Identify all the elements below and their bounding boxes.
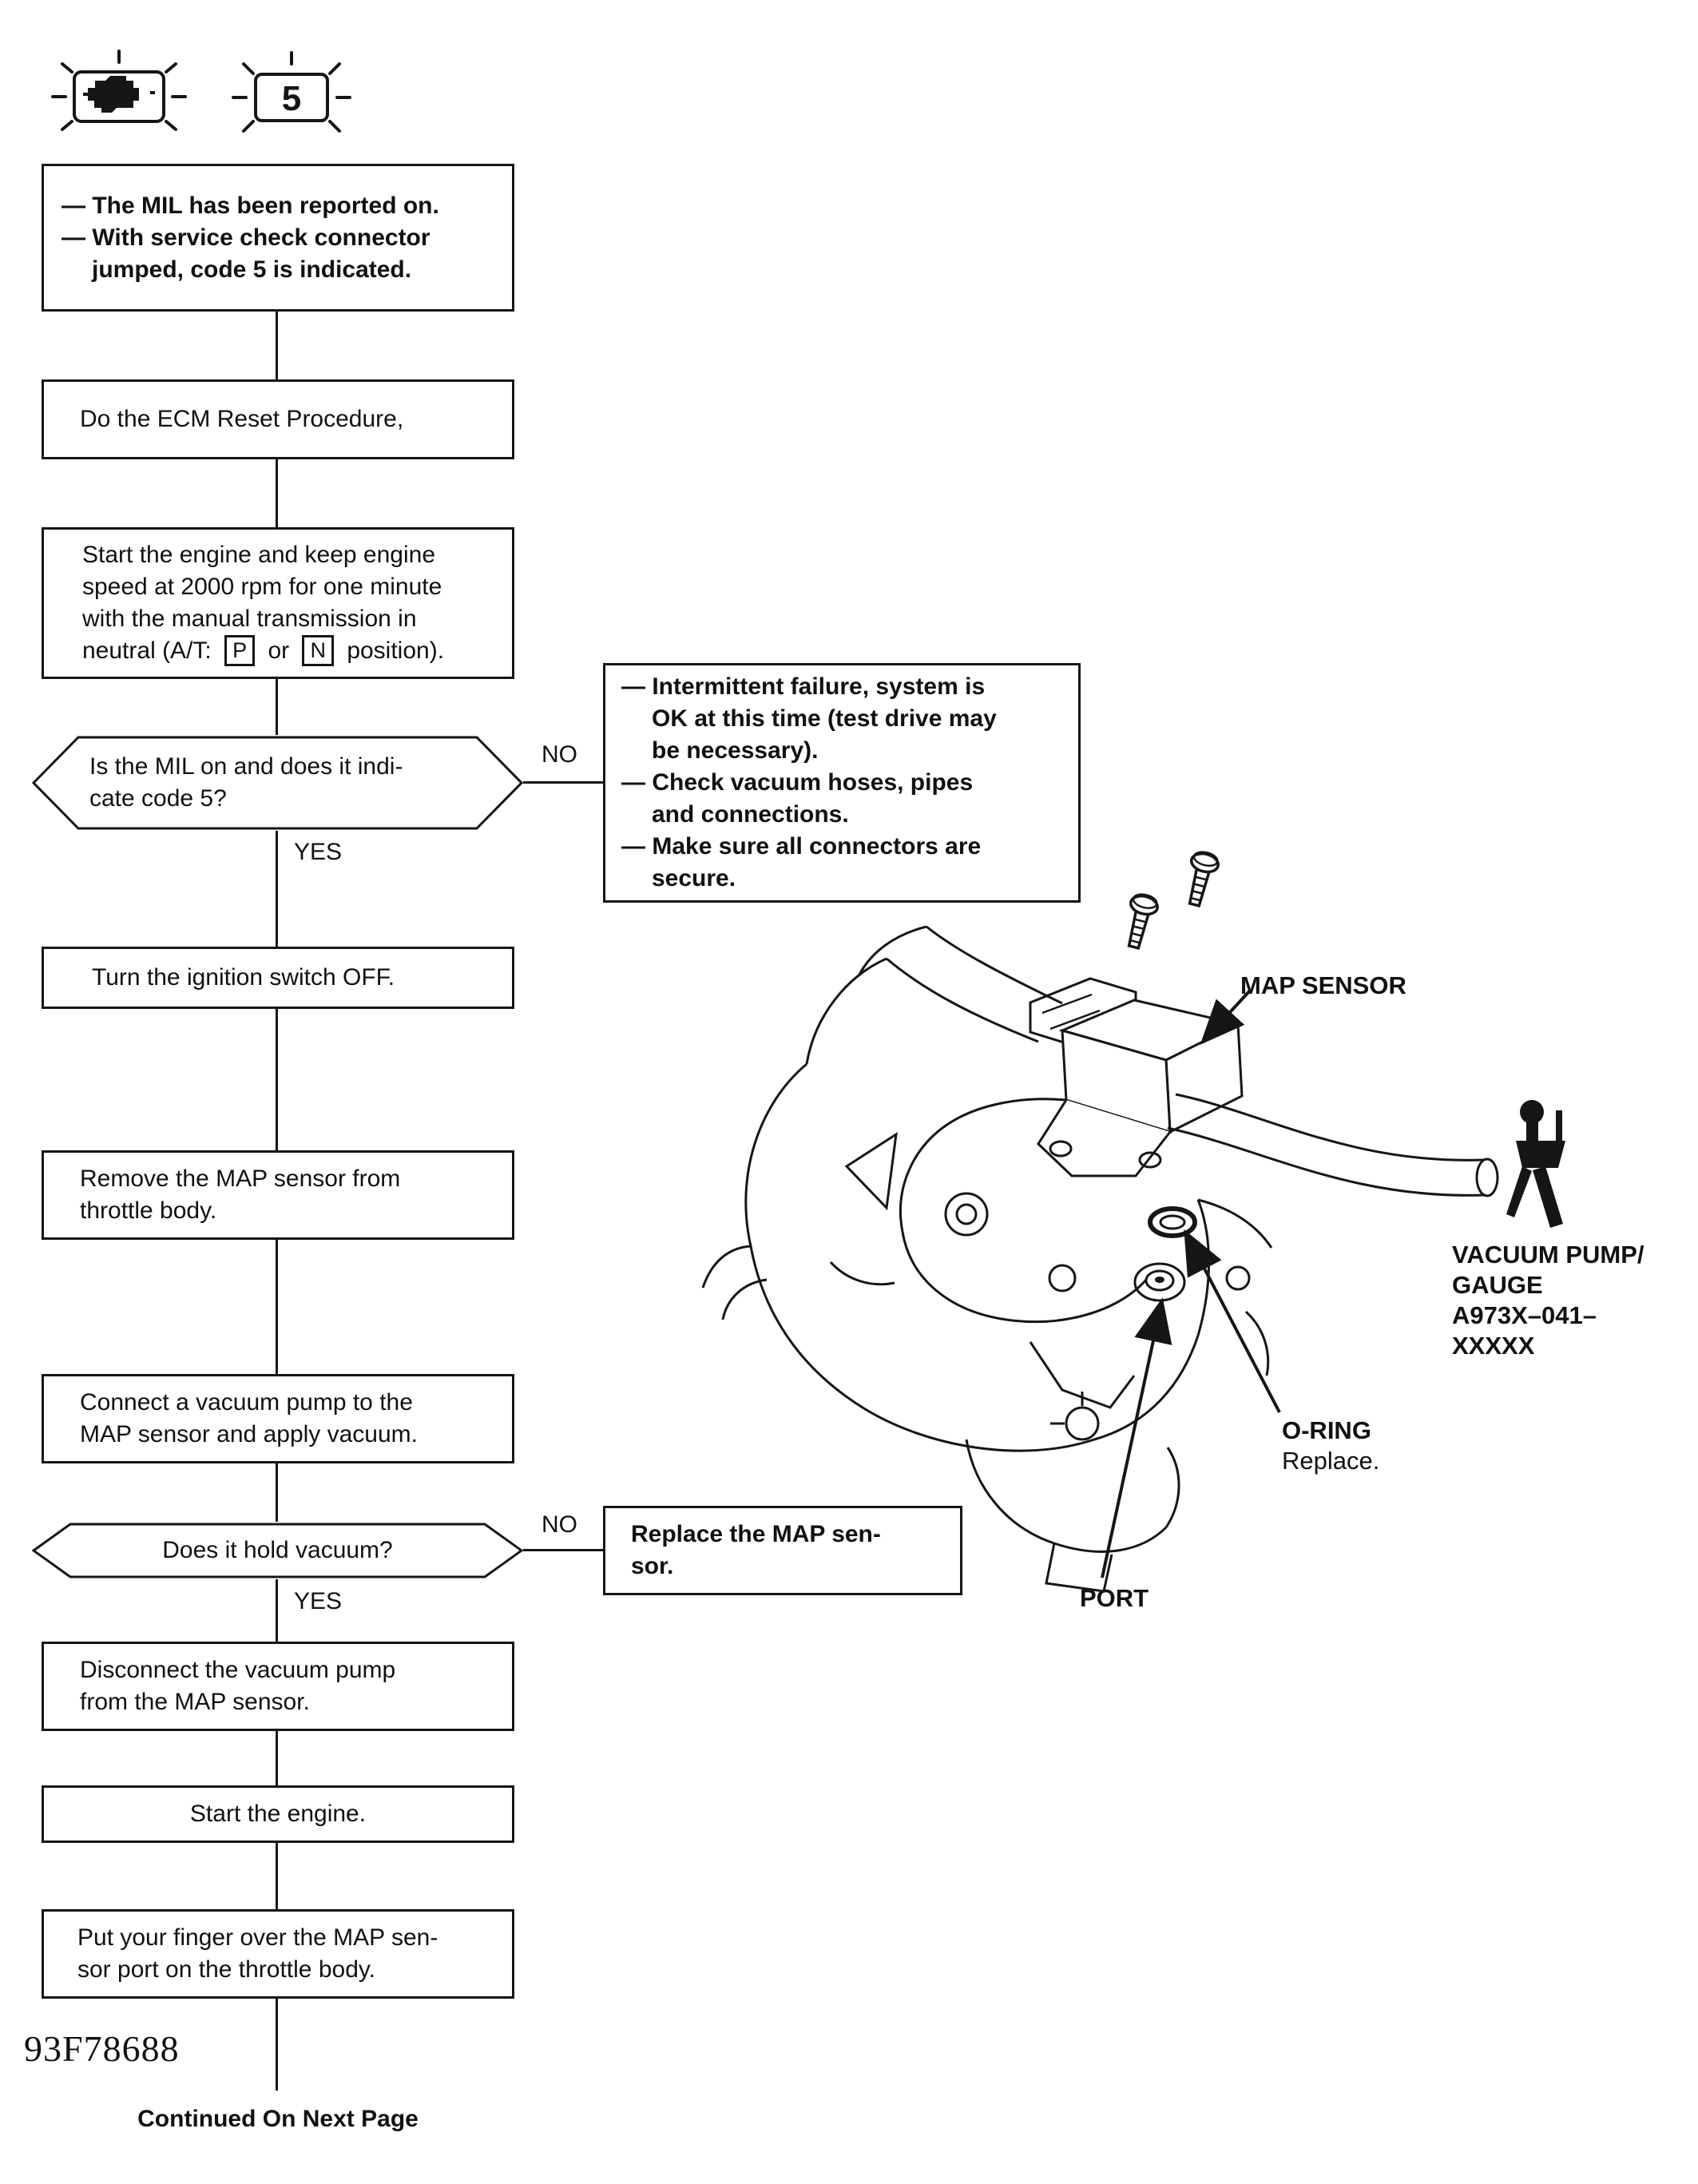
connector	[276, 831, 278, 947]
note-line: — Intermittent failure, system is	[621, 673, 986, 700]
decision-line: Does it hold vacuum?	[162, 1537, 393, 1563]
step-line: from the MAP sensor.	[80, 1689, 310, 1715]
step-line: Connect a vacuum pump to the	[80, 1389, 413, 1416]
branch-no-label: NO	[542, 1511, 577, 1538]
branch-no-label: NO	[542, 741, 577, 768]
step-text-or: or	[268, 637, 290, 664]
decision-line: Is the MIL on and does it indi-	[89, 753, 403, 780]
decision-hold-vacuum	[32, 1522, 523, 1579]
branch-yes-label: YES	[294, 1588, 343, 1614]
gear-p-box: P	[224, 635, 255, 666]
connector	[276, 1009, 278, 1150]
flow-box-ignition-off	[42, 947, 514, 1009]
connector	[523, 1549, 603, 1551]
flow-box-mil-reported	[42, 164, 514, 312]
vacuum-pump-icon	[1506, 1100, 1565, 1228]
o-ring-drawing	[1150, 1209, 1195, 1236]
connector	[276, 312, 278, 379]
step-text-after-n: position).	[347, 637, 445, 664]
mil-icon-drawing	[38, 46, 198, 150]
note-line: be necessary).	[652, 737, 819, 764]
map-sensor-drawing	[1030, 979, 1242, 1176]
engine-glyph	[88, 76, 139, 113]
vacuum-pump-label-line: A973X–041–	[1452, 1301, 1597, 1329]
step-line: Disconnect the vacuum pump	[80, 1657, 396, 1683]
note-line: and connections.	[652, 801, 849, 828]
screw-icon	[1121, 891, 1160, 950]
part-number: 93F78688	[24, 2028, 180, 2069]
vacuum-pump-label-line: VACUUM PUMP/	[1452, 1241, 1644, 1269]
step-line: Replace the MAP sen-	[631, 1521, 881, 1547]
vacuum-pump-label-line: XXXXX	[1452, 1332, 1535, 1360]
connector	[276, 1999, 278, 2091]
step-line: sor.	[631, 1553, 674, 1579]
note-line: — The MIL has been reported on.	[61, 192, 439, 219]
vacuum-pump-label-line: GAUGE	[1452, 1271, 1543, 1299]
step-line: MAP sensor and apply vacuum.	[80, 1421, 419, 1447]
note-line: jumped, code 5 is indicated.	[92, 256, 412, 283]
note-line: — Make sure all connectors are	[621, 833, 982, 860]
step-text: Do the ECM Reset Procedure,	[80, 406, 404, 432]
code-5-indicator-icon	[224, 46, 359, 154]
step-text: Start the engine.	[189, 1801, 367, 1827]
note-line: — With service check connector	[61, 224, 430, 251]
flow-box-connect-pump	[42, 1374, 514, 1463]
step-text: Turn the ignition switch OFF.	[92, 964, 395, 991]
flow-box-start-engine	[42, 1785, 514, 1843]
code-number: 5	[281, 79, 302, 118]
connector	[276, 1579, 278, 1642]
mil-indicator-icon	[38, 46, 198, 154]
connector	[276, 1240, 278, 1374]
o-ring-label-sub: Replace.	[1282, 1447, 1380, 1475]
port-arrow	[1102, 1304, 1161, 1578]
connector	[276, 679, 278, 735]
connector	[276, 459, 278, 527]
code-5-drawing	[224, 46, 359, 150]
continued-note: Continued On Next Page	[137, 2106, 419, 2132]
connector	[276, 1843, 278, 1909]
flow-box-ecm-reset	[42, 379, 514, 459]
decision-line: cate code 5?	[89, 785, 227, 812]
step-line: with the manual transmission in	[82, 606, 417, 632]
step-line: Put your finger over the MAP sen-	[77, 1924, 438, 1951]
decision-mil-code5	[32, 735, 523, 831]
screw-icon	[1181, 849, 1220, 907]
note-line: secure.	[652, 865, 736, 891]
flow-box-finger-port	[42, 1909, 514, 1999]
step-line: Remove the MAP sensor from	[80, 1165, 401, 1192]
step-line: sor port on the throttle body.	[77, 1956, 375, 1983]
o-ring-label-title: O-RING	[1282, 1416, 1371, 1444]
flow-box-run-engine	[42, 527, 514, 679]
step-line: Start the engine and keep engine	[82, 542, 436, 568]
step-line-gear	[82, 635, 512, 667]
branch-yes-label: YES	[294, 839, 343, 865]
throttle-body-illustration	[687, 831, 1645, 1630]
step-text-before-p: neutral (A/T:	[82, 637, 212, 664]
port-label: PORT	[1080, 1584, 1149, 1612]
gear-n-box: N	[302, 635, 334, 666]
flow-box-remove-map	[42, 1150, 514, 1240]
step-line: throttle body.	[80, 1197, 217, 1224]
step-line: speed at 2000 rpm for one minute	[82, 574, 442, 600]
note-line: OK at this time (test drive may	[652, 705, 997, 732]
connector	[276, 1463, 278, 1522]
note-line: — Check vacuum hoses, pipes	[621, 769, 974, 796]
connector	[523, 781, 603, 784]
map-sensor-label: MAP SENSOR	[1240, 971, 1406, 999]
connector	[276, 1731, 278, 1785]
flow-box-disconnect-pump	[42, 1642, 514, 1731]
